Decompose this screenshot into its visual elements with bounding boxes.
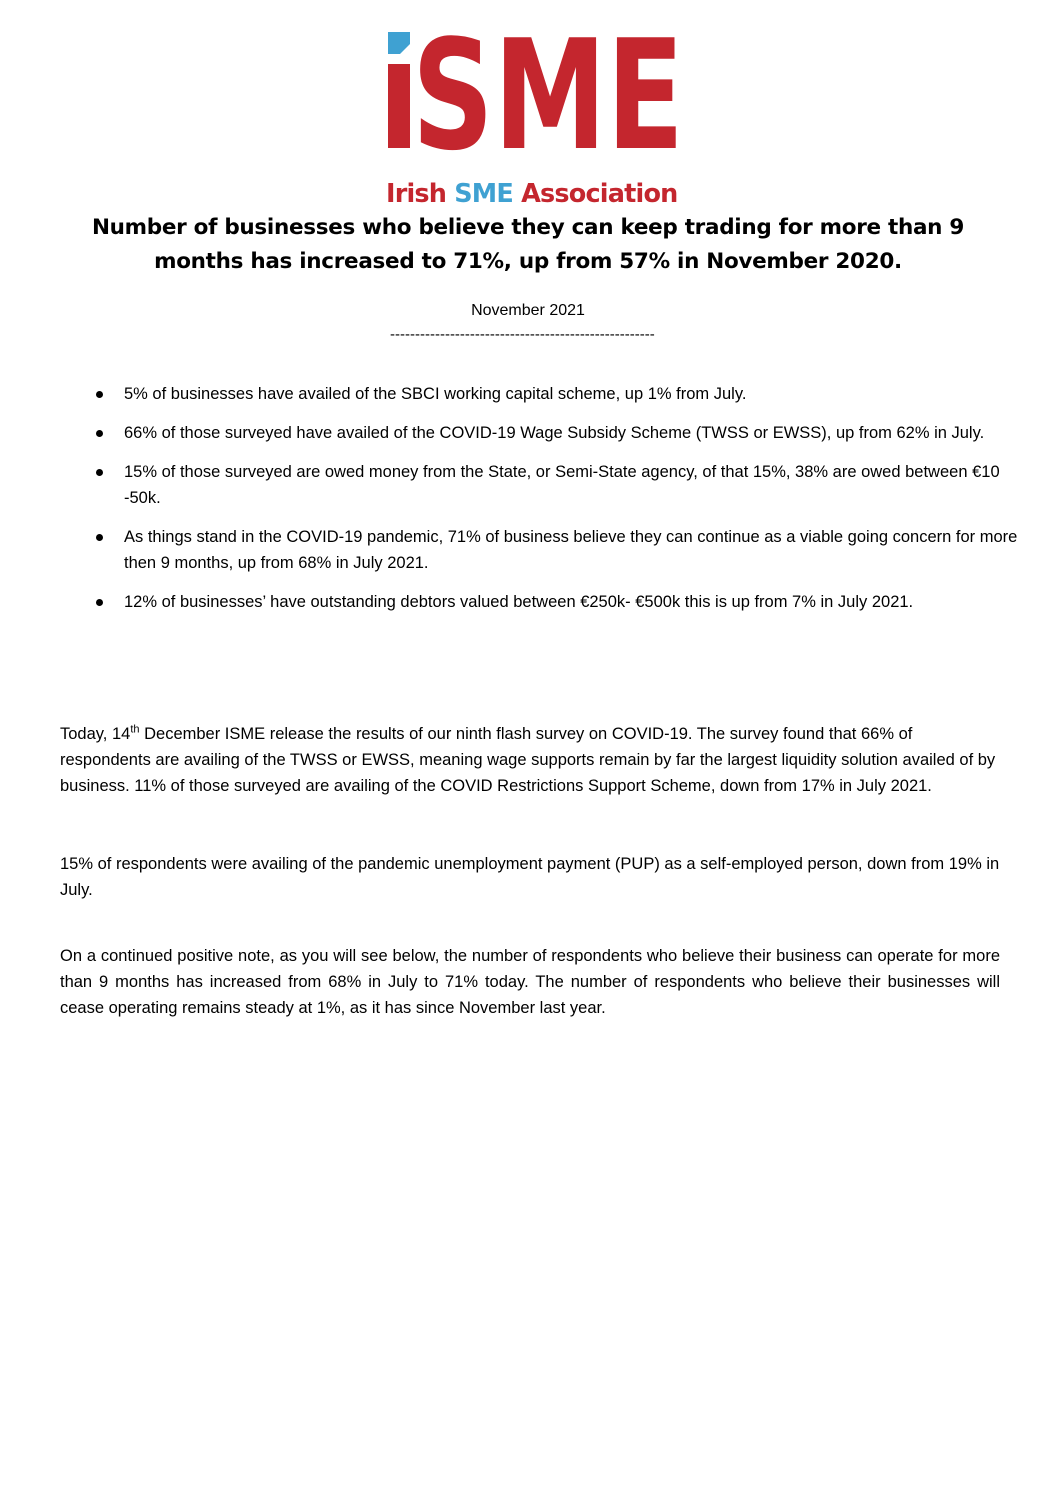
title-line-2: months has increased to 71%, up from 57% in November 2020.: [154, 249, 902, 274]
list-item: [90, 381, 1020, 407]
logo-subtitle: [386, 178, 686, 210]
logo-letters: SME: [412, 7, 684, 184]
title-line-1: Number of businesses who believe they can keep trading for more than 9: [91, 215, 965, 240]
paragraph-text: December ISME release the results of our ninth flash survey on COVID-19. The survey found that 66% of respondents are availing of the TWSS or EWSS, meaning wage supports remain by far the largest liquidity solution availed of by business. 11% of those surveyed are availing of the COVID Restrictions Support Scheme, down from 17% in July 2021.: [60, 725, 996, 795]
bullet-icon: [96, 469, 103, 476]
list-item-text: 5% of businesses have availed of the SBCI working capital scheme, up 1% from July.: [124, 385, 747, 403]
isme-logo: [386, 7, 686, 209]
list-item-text: 66% of those surveyed have availed of the COVID-19 Wage Subsidy Scheme (TWSS or EWSS), up from 62% in July.: [124, 424, 985, 442]
list-item-text: As things stand in the COVID-19 pandemic, 71% of business believe they can continue as a viable going concern for more then 9 months, up from 68% in July 2021.: [124, 528, 1018, 572]
list-item-text: 15% of those surveyed are owed money from the State, or Semi-State agency, of that 15%, 38% are owed between €10 -50k.: [124, 463, 1000, 507]
paragraph-survey-results: [60, 721, 1000, 799]
logo-subtitle-sme: SME: [454, 179, 513, 209]
bullet-icon: [96, 430, 103, 437]
paragraph-outlook: On a continued positive note, as you will see below, the number of respondents who believe their business can operate for more than 9 months has increased from 68% in July to 71% today. The number of respondents who believe their businesses will cease operating remains steady at 1%, as it has since November last year.: [60, 947, 1000, 1017]
list-item: [90, 589, 1020, 615]
isme-logo-mark: [386, 7, 686, 184]
logo-subtitle-irish: Irish: [386, 179, 447, 209]
list-item-text: 12% of businesses’ have outstanding debtors valued between €250k- €500k this is up from 7% in July 2021.: [124, 593, 914, 611]
paragraph-pup: 15% of respondents were availing of the pandemic unemployment payment (PUP) as a self-employed person, down from 19% in July.: [60, 855, 1000, 899]
bullet-icon: [96, 391, 103, 398]
logo-subtitle-association: Association: [521, 179, 678, 209]
paragraph-text: Today, 14: [60, 725, 131, 743]
key-findings-list: [90, 381, 1020, 628]
list-item: [90, 524, 1020, 576]
list-item: [90, 420, 1020, 446]
ordinal-suffix: th: [130, 723, 140, 736]
bullet-icon: [96, 599, 103, 606]
bullet-icon: [96, 534, 103, 541]
separator-line: -----------------------------------------------------: [390, 326, 655, 343]
list-item: [90, 459, 1020, 511]
page-title: [80, 211, 976, 279]
publication-date: November 2021: [471, 302, 585, 319]
